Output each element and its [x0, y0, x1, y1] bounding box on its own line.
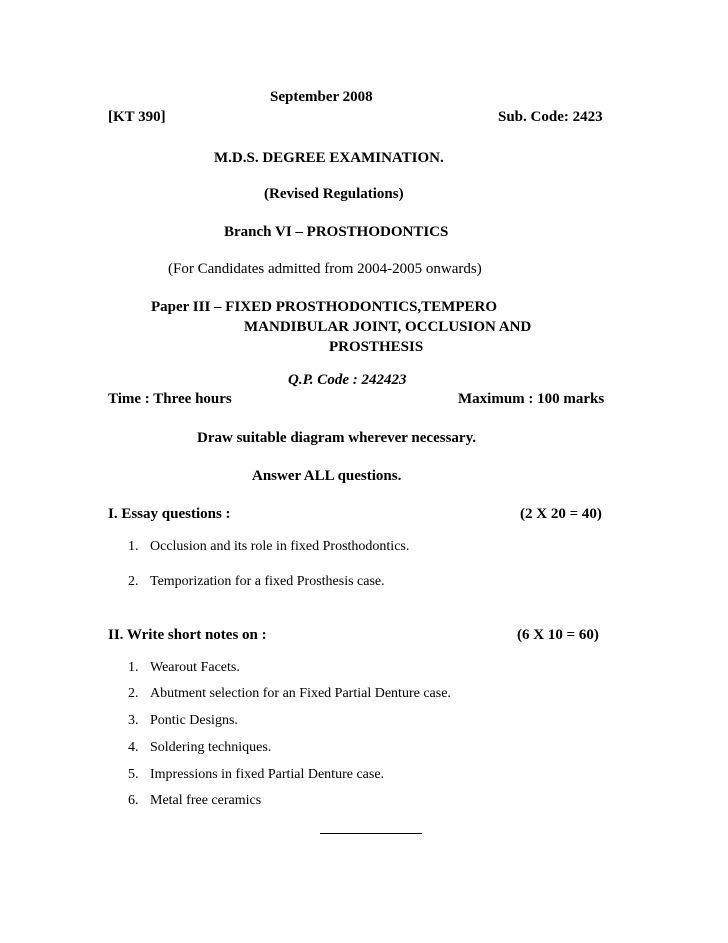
- subject-code: Sub. Code: 2423: [498, 109, 603, 125]
- section2-marks: (6 X 10 = 60): [517, 627, 599, 643]
- paper-title-line2: MANDIBULAR JOINT, OCCLUSION AND: [244, 319, 532, 335]
- list-item: Abutment selection for an Fixed Partial Denture case.: [150, 686, 451, 701]
- instruction-answer-all: Answer ALL questions.: [252, 468, 402, 484]
- section1-marks: (2 X 20 = 40): [520, 506, 602, 522]
- list-item: Soldering techniques.: [150, 740, 272, 755]
- list-item: Pontic Designs.: [150, 713, 238, 728]
- list-item-number: 4.: [128, 740, 139, 755]
- end-rule: [320, 833, 422, 834]
- exam-title: M.D.S. DEGREE EXAMINATION.: [214, 150, 444, 166]
- qp-code: Q.P. Code : 242423: [288, 372, 407, 388]
- regulations: (Revised Regulations): [264, 186, 404, 202]
- section1-title: I. Essay questions :: [108, 506, 231, 522]
- list-item-number: 1.: [128, 539, 139, 554]
- paper-title-line3: PROSTHESIS: [329, 339, 424, 355]
- section2-title: II. Write short notes on :: [108, 627, 267, 643]
- candidates-note: (For Candidates admitted from 2004-2005 onwards): [168, 261, 482, 277]
- list-item: Wearout Facets.: [150, 660, 240, 675]
- list-item-number: 5.: [128, 767, 139, 782]
- exam-date: September 2008: [270, 89, 373, 105]
- branch: Branch VI – PROSTHODONTICS: [224, 224, 449, 240]
- list-item: Impressions in fixed Partial Denture case.: [150, 767, 385, 782]
- list-item: Metal free ceramics: [150, 793, 262, 808]
- list-item: Occlusion and its role in fixed Prosthodontics.: [150, 539, 410, 554]
- maximum-marks: Maximum : 100 marks: [458, 391, 605, 407]
- list-item-number: 3.: [128, 713, 139, 728]
- instruction-diagram: Draw suitable diagram wherever necessary.: [197, 430, 476, 446]
- list-item: Temporization for a fixed Prosthesis case.: [150, 574, 385, 589]
- list-item-number: 1.: [128, 660, 139, 675]
- list-item-number: 6.: [128, 793, 139, 808]
- paper-title-line1: Paper III – FIXED PROSTHODONTICS,TEMPERO: [151, 299, 498, 315]
- time-allowed: Time : Three hours: [108, 391, 232, 407]
- list-item-number: 2.: [128, 574, 139, 589]
- kt-code: [KT 390]: [108, 109, 166, 125]
- list-item-number: 2.: [128, 686, 139, 701]
